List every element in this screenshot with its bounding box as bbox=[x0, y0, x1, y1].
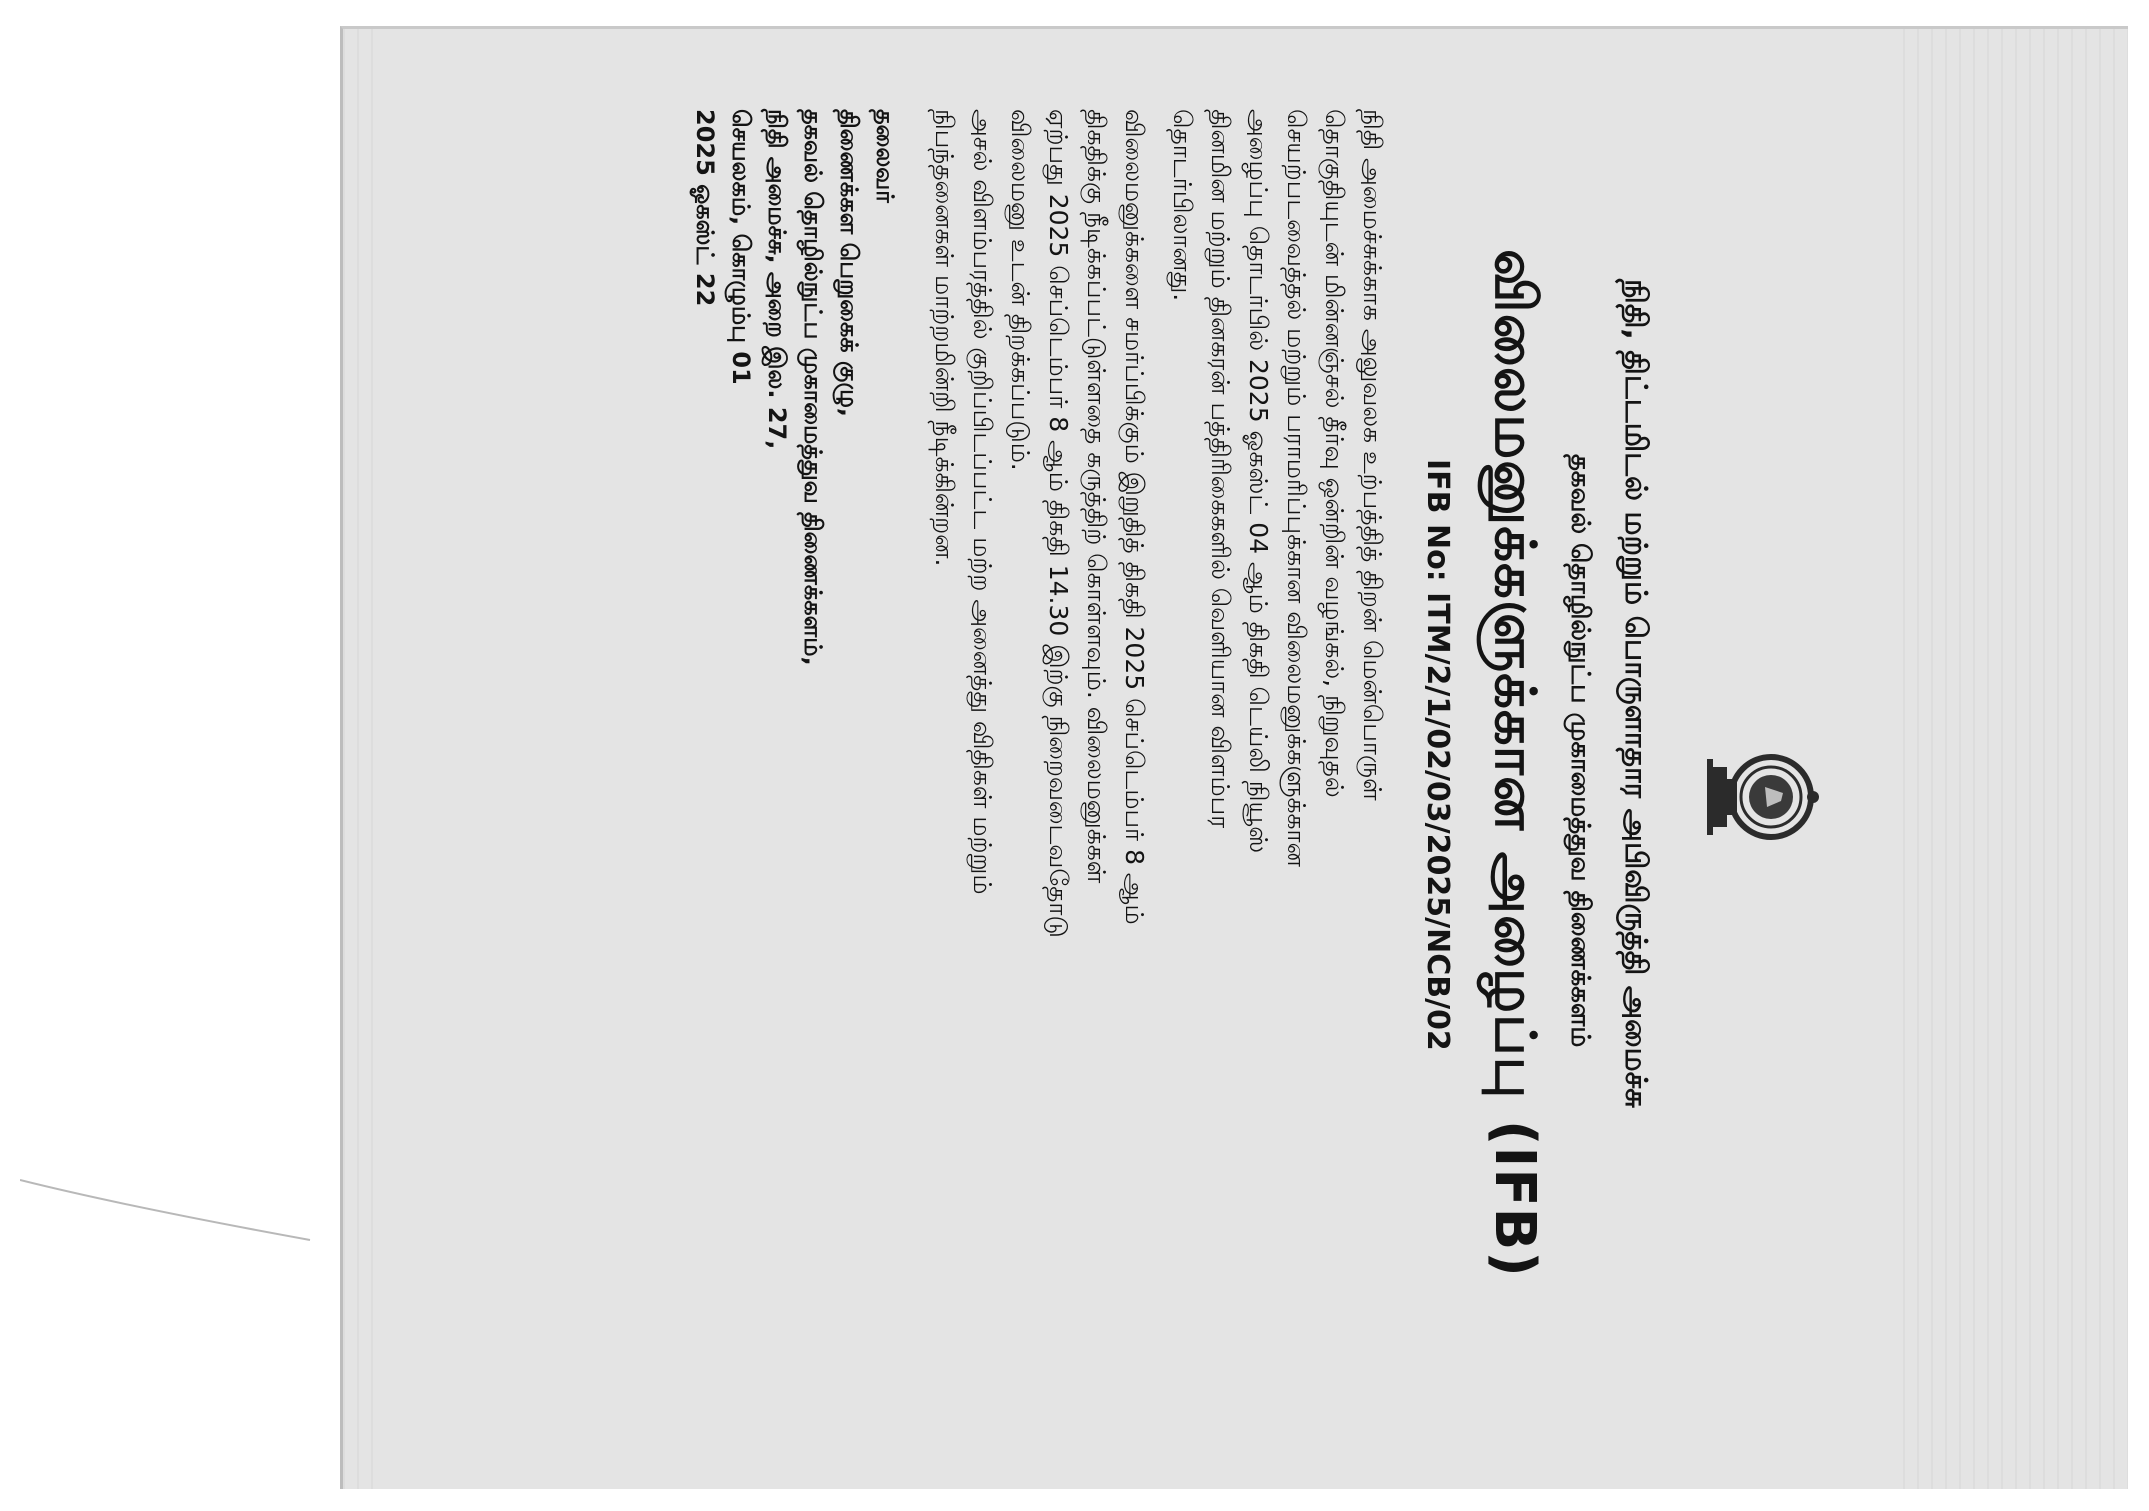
body-line: திகதிக்கு நீடிக்கப்பட்டுள்ளதை கருத்திற் கொள்ளவும். விலைமனுக்கள் bbox=[1082, 109, 1111, 884]
body-line: அசல் விளம்பரத்தில் குறிப்பிடப்பட்ட மற்ற அனைத்து விதிகள் மற்றும் bbox=[968, 109, 997, 895]
ifb-number: IFB No: ITM/2/1/02/03/2025/NCB/02 bbox=[1420, 459, 1455, 1051]
signoff-line: நிதி அமைச்சு, அறை இல. 27, bbox=[763, 109, 791, 450]
body-line: நிதி அமைச்சுக்காக அலுவலக உற்பத்தித் திறன் மென்பொருள் bbox=[1358, 109, 1387, 801]
body-line: தொடர்பிலானது. bbox=[1168, 109, 1197, 302]
body-line: விலைமனு உடன் திறக்கப்படும். bbox=[1006, 109, 1035, 471]
signoff-line: தகவல் தொழில்நுட்ப முகாமைத்துவ திணைக்களம், bbox=[799, 109, 827, 666]
bleed-through-text-left bbox=[343, 29, 383, 1489]
signoff-line: செயலகம், கொழும்பு 01 bbox=[727, 109, 755, 385]
ministry-title: நிதி, திட்டமிடல் மற்றும் பொருளாதார அபிவிருத்தி அமைச்சு bbox=[1618, 279, 1653, 1108]
signoff-line: திணைக்கள பெறுகைக் குழு, bbox=[835, 109, 863, 417]
newspaper-clipping bbox=[340, 26, 2128, 1489]
body-line: தொகுதியுடன் மின்னஞ்சல் தீர்வு ஒன்றின் வழங்கல், நிறுவுதல் bbox=[1320, 109, 1349, 798]
body-line: அழைப்பு தொடர்பில் 2025 ஓகஸ்ட் 04 ஆம் திகதி டெய்லி நியூஸ் bbox=[1244, 109, 1273, 854]
notice-heading: விலைமனுக்களுக்கான அழைப்பு (IFB) bbox=[1482, 249, 1547, 1278]
tender-notice bbox=[691, 49, 1843, 1469]
body-line: தினமின மற்றும் தினகரன் பத்திரிகைகளில் வெளியான விளம்பர bbox=[1206, 109, 1235, 829]
sri-lanka-emblem-icon bbox=[1699, 749, 1827, 845]
bleed-through-text bbox=[1903, 29, 2128, 1489]
body-line: நிபந்தனைகள் மாற்றமின்றி நீடிக்கின்றன. bbox=[930, 109, 959, 567]
body-line: விலைமனுக்களை சமர்ப்பிக்கும் இறுதித் திகதி 2025 செப்டெம்பர் 8 ஆம் bbox=[1120, 109, 1149, 925]
notice-date: 2025 ஓகஸ்ட் 22 bbox=[691, 109, 719, 307]
signoff-line: தலைவர் bbox=[871, 109, 899, 203]
body-line: ஏற்பது 2025 செப்டெம்பர் 8 ஆம் திகதி 14.30 இற்கு நிறைவடைவதோடு bbox=[1044, 109, 1073, 938]
body-line: செயற்படவைத்தல் மற்றும் பராமரிப்புக்கான விலைமனுக்களுக்கான bbox=[1282, 109, 1311, 867]
department-title: தகவல் தொழில்நுட்ப முகாமைத்துவ திணைக்களம் bbox=[1565, 454, 1595, 1048]
scan-smudge-icon bbox=[20, 1160, 320, 1250]
